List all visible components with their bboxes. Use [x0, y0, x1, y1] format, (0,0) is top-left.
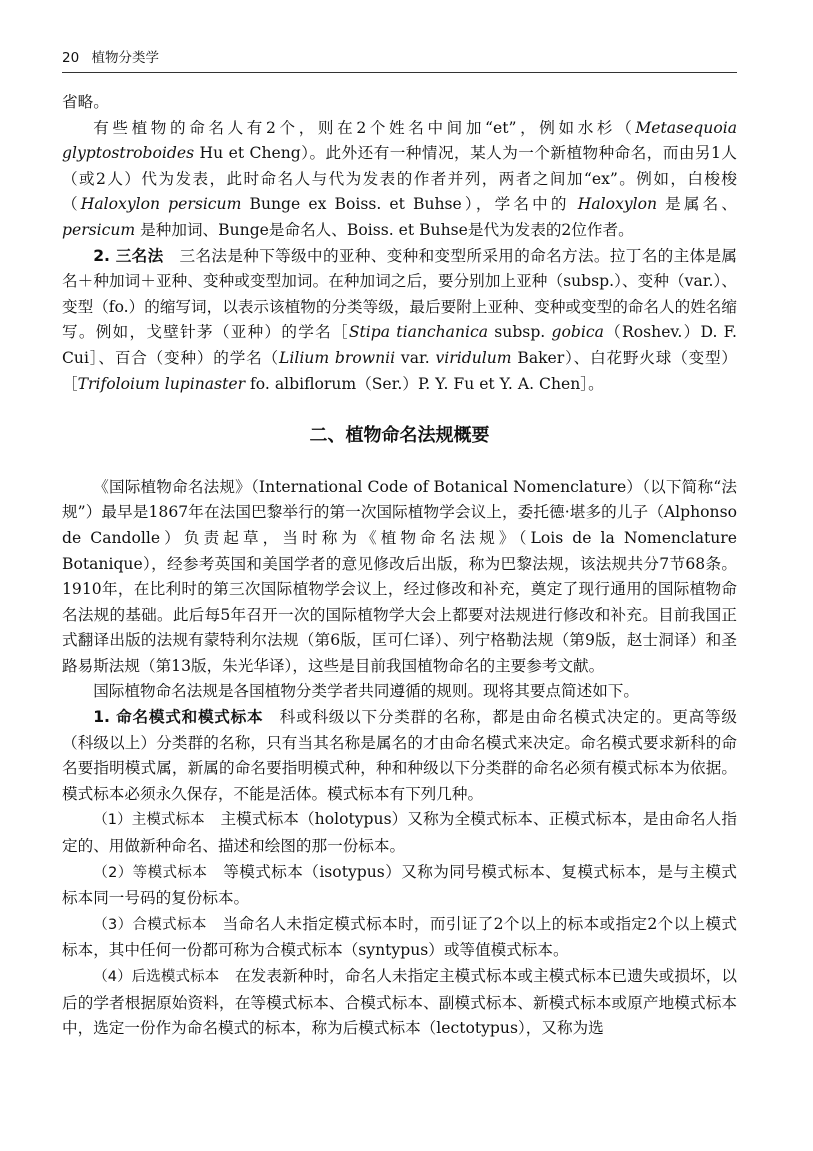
paragraph-continuation: 省略。: [62, 93, 109, 111]
latin-name: Metasequoia glyptostroboides: [62, 118, 737, 163]
section-heading: 二、植物命名法规概要: [309, 425, 490, 447]
item-text: 当命名人未指定模式标本时，而引证了2个以上的标本或指定2个以上模式标本，其中任何一份都可称为合模式标本（syntypus）或等值模式标本。: [62, 914, 738, 960]
list-item: [62, 964, 737, 1042]
text-run: 三名法是种下等级中的亚种、变种和变型所采用的命名方法。拉丁名的主体是属名＋种加词＋亚种、变种或变型加词。在种加词之后，要分别加上亚种（subsp.）、变种（var.）、变型（fo.）的缩写词，以表示该植物的分类等级，最后要附上亚种、变种或变型的命名人的姓名缩写。例如，戈壁针茅（亚种）的学名［: [62, 246, 737, 342]
paragraph-type-specimens: [62, 705, 737, 807]
paragraph-author-names: [62, 116, 737, 244]
item-text: 等模式标本（isotypus）又称为同号模式标本、复模式标本，是与主模式标本同一号码的复份标本。: [62, 862, 738, 908]
text-run: （Roshev.）D. F. Cui］、百合（变种）的学名（: [62, 323, 737, 367]
text-run: var.: [395, 348, 436, 367]
book-title: 植物分类学: [91, 50, 159, 66]
list-item: [62, 860, 737, 912]
item-label: （3）合模式标本: [93, 916, 207, 933]
item-label: （4）后选模式标本: [93, 969, 220, 985]
text-run: 是种加词、Bunge是命名人、Boiss. et Buhse是代为发表的2位作者。: [135, 220, 634, 239]
latin-name: Haloxylon: [577, 195, 658, 214]
item-label: （2）等模式标本: [93, 864, 208, 881]
latin-name: persicum: [62, 220, 136, 239]
latin-name: Haloxylon persicum: [80, 195, 242, 214]
running-header: [62, 46, 737, 73]
item-text: 主模式标本（holotypus）又称为全模式标本、正模式标本，是由命名人指定的、用做新种命名、描述和绘图的那一份标本。: [62, 810, 737, 856]
text-run: 是属名、: [657, 195, 737, 214]
list-item: [62, 912, 737, 964]
text-run: fo. albiflorum（Ser.）P. Y. Fu et Y. A. Chen］。: [245, 374, 604, 393]
text-run: 科或科级以下分类群的名称，都是由命名模式决定的。更高等级（科级以上）分类群的名称，只有当其名称是属名的才由命名模式来决定。命名模式要求新科的命名要指明模式属，新属的命名要指明模式种，种和种级以下分类群的命名必须有模式标本为依据。模式标本必须永久保存，不能是活体。模式标本有下列几种。: [62, 708, 737, 803]
text-run: Baker）、白花野火球（变型）［: [62, 348, 738, 393]
text-run: 有些植物的命名人有2个，则在2个姓名中间加“et”，例如水杉（: [93, 118, 636, 137]
page-body: [62, 90, 737, 1042]
latin-name: viridulum: [435, 348, 512, 367]
page-number: 20: [62, 50, 80, 66]
latin-name: Lilium brownii: [278, 348, 396, 367]
paragraph-trinomial: [62, 244, 737, 398]
text-run: Bunge ex Boiss. et Buhse），学名中的: [241, 195, 578, 214]
paragraph-intro: 国际植物命名法规是各国植物分类学者共同遵循的规则。现将其要点简述如下。: [93, 682, 639, 701]
item-label: （1）主模式标本: [93, 812, 205, 829]
latin-name: Stipa tianchanica: [348, 323, 489, 342]
list-item: [62, 807, 737, 859]
text-run: Hu et Cheng）。此外还有一种情况，某人为一个新植物种命名，而由另1人（或2人）代为发表，此时命名人与代为发表的作者并列，两者之间加“ex”。例如，白梭梭（: [62, 144, 737, 214]
item-text: 在发表新种时，命名人未指定主模式标本或主模式标本已遗失或损坏，以后的学者根据原始资料，在等模式标本、合模式标本、副模式标本、新模式标本或原产地模式标本中，选定一份作为命名模式的标本，称为后模式标本（lectotypus），又称为选: [62, 967, 737, 1038]
latin-name: Trifoloium lupinaster: [77, 374, 246, 393]
paragraph-code-history: 《国际植物命名法规》（International Code of Botanical Nomenclature）（以下简称“法规”）最早是1867年在法国巴黎举行的第一次国际植物学会议上，委托德·堪多的儿子（Alphonso de Candolle）负责起草，当时称为《植物命名法规》（Lois de la Nomenclature Botanique），经参考英国和美国学者的意见修改后出版，称为巴黎法规，该法规共分7节68条。1910年，在比利时的第三次国际植物学会议上，经过修改和补充，奠定了现行通用的国际植物命名法规的基础。此后每5年召开一次的国际植物学大会上都要对法规进行修改和补充。目前我国正式翻译出版的法规有蒙特利尔法规（第6版，匡可仁译）、列宁格勒法规（第9版，赵士洞译）和圣路易斯法规（第13版，朱光华译），这些是目前我国植物命名的主要参考文献。: [62, 477, 737, 675]
text-run: subsp.: [488, 323, 552, 342]
latin-name: gobica: [551, 323, 604, 342]
paragraph-label: 2. 三名法: [93, 246, 164, 265]
paragraph-label: 1. 命名模式和模式标本: [93, 708, 264, 727]
